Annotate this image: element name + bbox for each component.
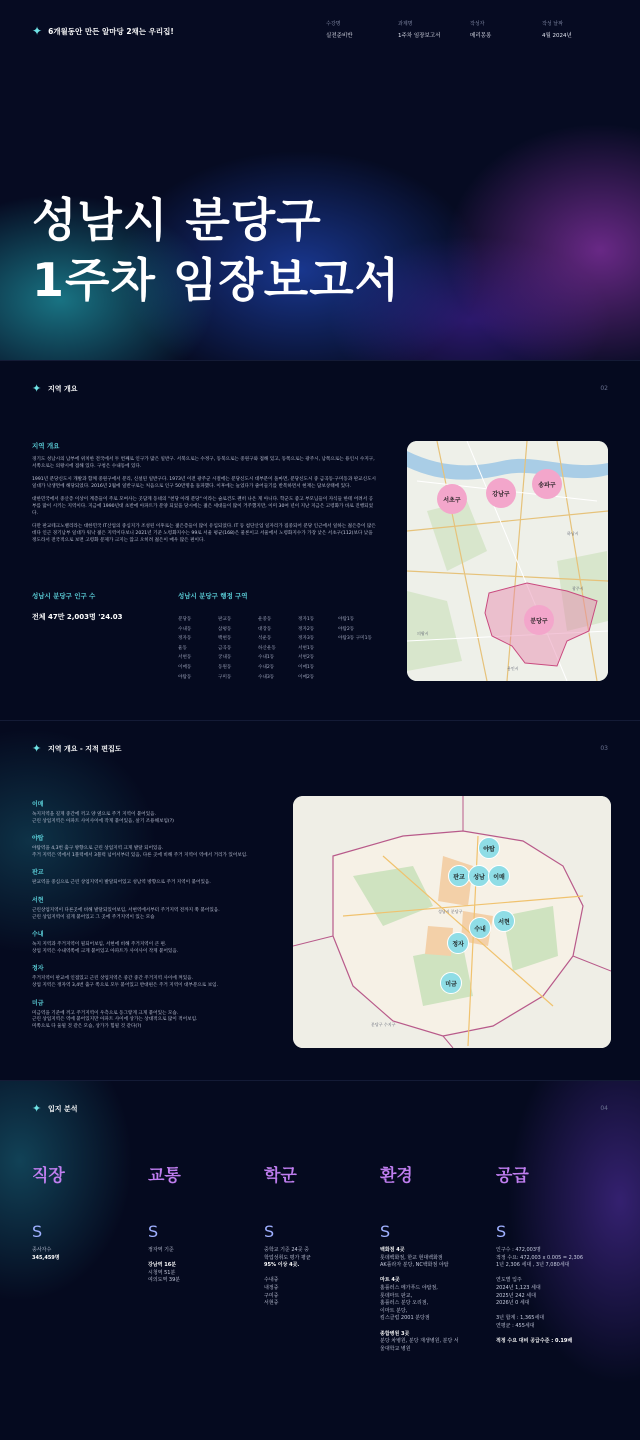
category-line: 분당 차병원, 분당 재생병원, 분당 서 [380, 1338, 459, 1345]
population-value: 전체 47만 2,003명 '24.03 [32, 613, 123, 621]
page-title [32, 190, 400, 310]
map-label-migeum: 미금 [440, 972, 462, 994]
category-body [32, 1247, 142, 1262]
category-body [148, 1247, 258, 1285]
list-item [32, 895, 277, 921]
district: 수내2동 [258, 664, 275, 670]
item-title: 야탑 [32, 835, 44, 843]
category-line: 롯데마트 판교, [380, 1292, 413, 1299]
district: 이매2동 [298, 674, 315, 680]
map-label-imae: 이매 [488, 865, 510, 887]
item-title: 서현 [32, 896, 44, 904]
item-title: 수내 [32, 931, 44, 939]
category-line: 홈플러스 메가푸드 야탑점, [380, 1284, 438, 1291]
category-title: 학군 [264, 1166, 297, 1186]
category-line: 내정중 [264, 1284, 279, 1291]
district: 정자동 [178, 636, 192, 642]
category-line [264, 1270, 374, 1278]
item-line: 주거지역이 판교에 인접있고 근린 상업지역은 중간 중간 주거지역 사이에 껴있음. [32, 976, 194, 982]
overview-paragraphs [32, 456, 377, 544]
hero-section [0, 0, 640, 360]
admin-label: 성남시 분당구 행정 구역 [178, 592, 248, 600]
category-jobs [32, 1161, 142, 1262]
section-title: 지역 개요 - 지적 편집도 [48, 745, 122, 753]
place-label: 하남시 [567, 531, 579, 536]
category-body [380, 1247, 490, 1353]
category-line: 345,459명 [32, 1254, 60, 1261]
category-line: 여의도역 39분 [148, 1277, 181, 1284]
district: 백현동 [218, 636, 232, 642]
list-item [32, 929, 277, 955]
sparkle-icon: ✦ [32, 1102, 42, 1115]
category-line [380, 1323, 490, 1331]
map-label-jeongja: 정자 [447, 932, 469, 954]
district: 야탑동 [178, 674, 192, 680]
place-label: 의왕시 [417, 631, 429, 636]
map-label-seongnam: 성남 [468, 865, 490, 887]
section-number: 03 [600, 745, 608, 752]
place-label: 분당구 수지구 [371, 1022, 396, 1027]
item-line: 주거 지역은 역에서 1블럭에서 3블럭 넘어서부터 있음, 다른 곳에 비해 주거 지역이 역에서 거리가 있어보임. [32, 852, 248, 858]
map-label-songpa: 송파구 [532, 469, 562, 499]
category-line: 95% 이상 4곳. [264, 1262, 300, 1269]
category-grade: S [264, 1222, 275, 1241]
district: 수내1동 [258, 655, 275, 661]
region-map [407, 441, 608, 681]
overview-heading: 지역 개요 [32, 442, 60, 450]
category-line: 종합병원 3곳 [380, 1330, 410, 1337]
list-item [32, 799, 277, 825]
section-title: 지역 개요 [48, 385, 78, 393]
category-line: 종사자수 [32, 1247, 52, 1253]
brand-text: 6개월동안 만든 알마당 2채는 우리집! [48, 26, 174, 36]
category-line: 인구수 : 472,003명 [496, 1247, 541, 1253]
item-line: 판교역을 중심으로 근린 상업지역이 발달되어있고 성남역 방향으로 주거 지역이 붙어있음. [32, 880, 211, 886]
admin-column [338, 616, 372, 645]
district: 정자1동 [298, 617, 315, 622]
district: 수내동 [178, 626, 192, 632]
category-line: 롯데백화점, 한교 현대백화점 [380, 1254, 443, 1261]
category-line: 3년 합계 : 1,365세대 [496, 1315, 545, 1322]
admin-column [298, 616, 314, 683]
map-label-yatap: 야탑 [478, 837, 500, 859]
place-label: 성남시 분당구 [438, 909, 463, 914]
item-line: 야탑역을 4,3번 출구 방향으로 근린 상업지역 크게 발달 되어있음. [32, 846, 164, 852]
item-title: 미금 [32, 999, 44, 1007]
item-line: 근린상업지역이 다른곳에 비해 발달되있어보임, 서현역에서부터 주거지역 전까지 쭉 붙어있음. [32, 907, 220, 913]
meta-value: 메리몽롱 [470, 33, 492, 39]
meta-course [326, 20, 353, 39]
category-body [264, 1247, 374, 1308]
map-label-gangnam: 강남구 [486, 478, 516, 508]
admin-column [178, 616, 191, 683]
meta-key: 과제명 [398, 21, 413, 27]
category-line: 구미중 [264, 1292, 279, 1299]
map-label-bundang: 분당구 [524, 605, 554, 635]
district: 이매1동 [298, 664, 315, 670]
paragraph: 대한민국에서 중산층 이상이 계층들이 주로 모여사는 곳답게 동네의 "천당 아래 분당" 이라는 슬로건도 괜히 나온 게 아니다. 학군도 좋고 부모님들이 자식들 한테 어려서 공부를 많이 시키는 지역이다. 지금에 1990년대 초반에 아파트가 분양 되었을 당시에는 젊은 세대들이 많이 거주했지만, 이미 30여 년이 지난 지금은 고령화가 바로 진행되었다. [32, 497, 374, 516]
category-title: 공급 [496, 1166, 529, 1186]
population-block [32, 591, 172, 622]
category-line: 학업성취도 평가 평균 [264, 1254, 311, 1261]
brand [32, 24, 174, 38]
list-item [32, 963, 277, 989]
section-header [32, 743, 608, 757]
map-label-pangyo: 판교 [448, 865, 470, 887]
district: 율동 [178, 645, 187, 651]
category-environment [380, 1161, 490, 1353]
meta-value: 실전준비반 [326, 33, 353, 39]
category-line: 마트 4곳 [380, 1277, 400, 1284]
admin-column [218, 616, 231, 683]
item-line: 미금역을 기준에 끼고 주거지역이 우측으로 동그랗게 크게 붙어있는 모습. [32, 1010, 179, 1016]
district: 서현1동 [298, 645, 315, 651]
item-line: 근린 상업지역은 아파트 사이사이에 작게 붙어있음, 살기 조용해보임(?) [32, 818, 174, 824]
section-location-analysis [0, 1080, 640, 1440]
sparkle-icon: ✦ [32, 24, 43, 38]
meta-date [542, 20, 572, 39]
sparkle-icon: ✦ [32, 382, 42, 395]
category-line: 정자역 기준 [148, 1247, 174, 1253]
section-number: 02 [600, 385, 608, 392]
district: 분당동 [178, 617, 192, 622]
item-line: 녹지지역을 길게 중간에 끼고 양 옆으로 주거 지역이 붙어있음. [32, 812, 157, 817]
district: 석운동 [258, 636, 272, 642]
top-bar [32, 20, 608, 44]
district: 구미동 [218, 674, 232, 680]
title-line-2: 1주차 임장보고서 [32, 253, 401, 307]
category-transport [148, 1161, 258, 1285]
list-item [32, 867, 277, 887]
district: 판교동 [218, 617, 232, 622]
category-body [496, 1247, 606, 1346]
zoning-list [32, 799, 277, 1038]
district: 이매동 [178, 664, 192, 670]
category-line: 연도별 입주 [496, 1277, 522, 1284]
sparkle-icon: ✦ [32, 742, 42, 755]
category-line: 연평균 : 455세대 [496, 1322, 535, 1329]
item-title: 정자 [32, 965, 44, 973]
category-line: 1년 2,306 세대 , 3년 7,080세대 [496, 1262, 570, 1269]
district: 궁내동 [218, 655, 232, 661]
category-title: 직장 [32, 1166, 65, 1186]
meta-assignment [398, 20, 440, 39]
category-line: 2025년 242 세대 [496, 1292, 536, 1299]
list-item [32, 833, 277, 859]
paragraph: 다만 판교테크노밸리라는 대한민국 IT산업의 중심지가 조성된 이후로는 젊은층들이 많이 유입되었다. IT 등 첨단산업 일자리가 집중되어 분당 인근에서 일하는 젊은층이 많은데다 인근 경기남부 일대가 워낙 젊은 지역이다보니 2021년 기준 노령화지수는 99로 서울 평균(168)은 물론이고 서울에서 노령화지수가 가장 낮은 서초구(112)보다 낮을 정도라서 전국적으로 보면 고령화 문제가 크지는 않고 오히려 젊은이 매우 많은 편이다. [32, 524, 376, 543]
paragraph: 경기도 성남시의 남부에 위치한 전국에서 두 번째로 인구가 많은 일반구. 서북으로는 수정구, 동북으로는 중원구와 접해 있고, 동쪽으로는 광주시, 남쪽으로는 용인시 수지구, 서쪽으로는 의왕시에 접해 있다. 구청은 수내동에 있다. [32, 457, 375, 469]
district: 야탑3동 구미1동 [338, 636, 372, 642]
meta-key: 작성자 [470, 21, 485, 27]
category-line: 적정 수요 대비 공급수준 : 0.19배 [496, 1338, 573, 1345]
map-label-seocho: 서초구 [437, 484, 467, 514]
map-label-seohyeon: 서현 [493, 910, 515, 932]
section-header [32, 383, 608, 397]
meta-author [470, 20, 491, 39]
district: 야탑1동 [338, 617, 355, 622]
category-line: AK플라자 분당, NC백화점 야탑 [380, 1262, 449, 1269]
category-line: 이마트 분당, [380, 1307, 408, 1314]
district: 수내3동 [258, 674, 275, 680]
category-line: 강남역 16분 [148, 1262, 177, 1269]
population-label: 성남시 분당구 인구 수 [32, 592, 96, 600]
map-illustration [407, 441, 608, 681]
category-line: 2024년 1,123 세대 [496, 1284, 541, 1291]
item-line: 상업 지역은 수내역쪽에 크게 붙어있고 아파트가 사이사이 작게 붙어있음. [32, 948, 179, 954]
admin-column [258, 616, 276, 683]
item-line: 근린 상업지역은 역에 붙어있지만 아파트 사이에 상가는 상대적으로 많이 적어보임. [32, 1017, 198, 1023]
section-title: 입지 분석 [48, 1105, 78, 1113]
category-title: 교통 [148, 1166, 181, 1186]
district: 대장동 [258, 626, 272, 632]
category-grade: S [32, 1222, 43, 1241]
category-supply [496, 1161, 606, 1346]
district: 서현동 [178, 655, 192, 661]
title-line-1: 성남시 분당구 [32, 193, 322, 247]
section-zoning [0, 720, 640, 1080]
place-label: 용인시 [507, 666, 519, 671]
district: 하산운동 [258, 645, 276, 651]
district: 삼평동 [218, 626, 232, 632]
overview-text [32, 441, 377, 550]
meta-value: 1주차 임장보고서 [398, 33, 441, 39]
item-line: 근린 상업지역이 길게 붙어있고 그 곳에 주거지역이 있는 모습 [32, 914, 155, 920]
district: 운중동 [258, 617, 272, 622]
list-item [32, 998, 277, 1031]
item-title: 이매 [32, 801, 44, 808]
district: 정자3동 [298, 636, 315, 642]
category-grade: S [380, 1222, 391, 1241]
category-line: 시청역 51분 [148, 1269, 176, 1276]
category-line: 적정 수요: 472,003 x 0.005 = 2,306 [496, 1254, 583, 1261]
section-header [32, 1103, 608, 1117]
meta-value: 4월 2024년 [542, 33, 572, 39]
category-line: 홈플러스 분당 오리점, [380, 1300, 429, 1307]
district: 정자2동 [298, 626, 315, 632]
category-line: 중학교 기준 24곳 중 [264, 1247, 309, 1253]
category-line [496, 1331, 606, 1339]
paragraph: 1991년 분당신도시 개발과 함께 중원구에서 분리, 신설된 일반구다. 1973년 이전 광주군 시절에는 분당신도시 대부분이 돌마면, 분당신도시 중 금곡동·구미동과 판교신도시 일대가 낙생면에 해당되었다. 2016년 2월에 일반구로는 처음으로 인구 50만명을 돌파했다. 이후에는 늘었다가 줄어들기를 반복하면서 현재는 답보상태에 있다. [32, 477, 376, 489]
category-grade: S [148, 1222, 159, 1241]
place-label: 광주시 [572, 586, 584, 591]
item-title: 판교 [32, 869, 44, 877]
category-grade: S [496, 1222, 507, 1241]
category-line: 서현중 [264, 1300, 279, 1307]
item-line: 녹지 지역과 주거지역이 될되어보임, 서현에 비해 주거지역이 큰 편. [32, 942, 167, 948]
meta-key: 작성 날짜 [542, 21, 563, 27]
category-line: 수내중 [264, 1277, 279, 1284]
district: 서현2동 [298, 655, 315, 661]
item-line: 상업 지역은 정자역 3,4번 출구 쪽으로 모두 붙어있고 반대편은 주거 지역이 대부분으로 보임. [32, 982, 219, 988]
category-line: 킴스클럽 2001 분당점 [380, 1315, 430, 1322]
district: 금곡동 [218, 645, 232, 651]
item-line: 미쪽으로 다 둘될 것 같은 모습, 상가가 힘될 것 같다(?) [32, 1023, 142, 1029]
category-line: 백화점 4곳 [380, 1247, 405, 1253]
meta-key: 수강명 [326, 21, 341, 27]
map-label-sunae: 수내 [469, 917, 491, 939]
zoning-map-illustration [293, 796, 611, 1048]
category-line: 울대학교 병원 [380, 1345, 411, 1352]
category-school [264, 1161, 374, 1308]
section-overview [0, 360, 640, 720]
category-line: 2026년 0 세대 [496, 1300, 530, 1307]
district: 야탑2동 [338, 626, 355, 632]
district: 동원동 [218, 664, 232, 670]
zoning-map [293, 796, 611, 1048]
category-title: 환경 [380, 1166, 413, 1186]
section-number: 04 [600, 1105, 608, 1112]
